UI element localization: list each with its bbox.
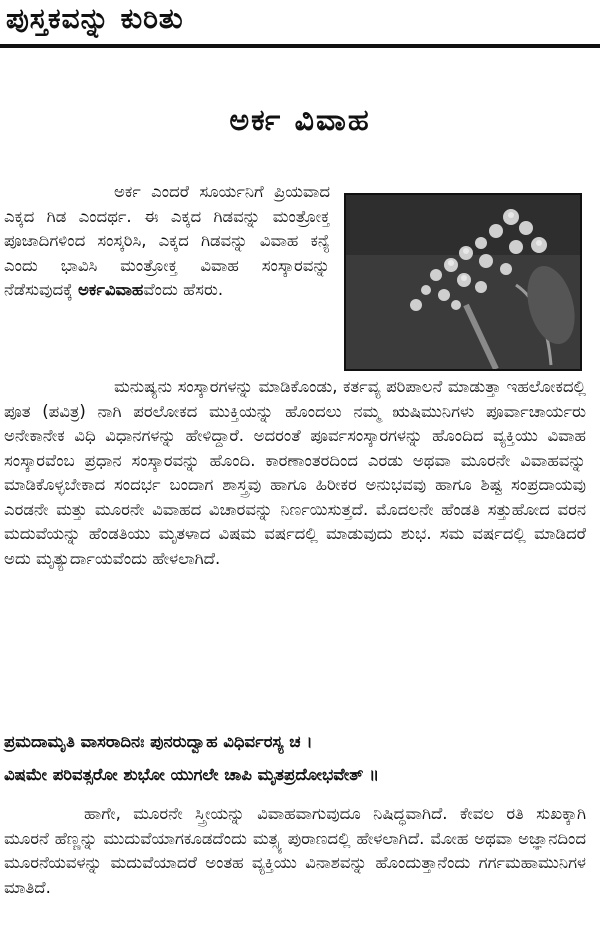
intro-text: ಅರ್ಕ ಎಂದರೆ ಸೂರ್ಯನಿಗೆ ಪ್ರಿಯವಾದ ಎಕ್ಕದ ಗಿಡ ಎಂದರ್ಥ. ಈ ಎಕ್ಕದ ಗಿಡವನ್ನು ಮಂತ್ರೋಕ್ತ ಪೂಜಾದಿಗಳಿಂದ ಸಂಸ್ಕರಿಸಿ, ಎಕ್ಕದ ಗಿಡವನ್ನು ವಿವಾಹ ಕನ್ಯೆ ಎಂದು ಭಾವಿಸಿ ಮಂತ್ರೋಕ್ತ ವಿವಾಹ ಸಂಸ್ಕಾರವನ್ನು ನೆಡೆಸುವುದಕ್ಕೆ bbox=[4, 182, 330, 299]
header-rule bbox=[0, 44, 600, 48]
intro-text-end: ವೆಂದು ಹೆಸರು. bbox=[143, 280, 224, 299]
intro-paragraph bbox=[4, 180, 330, 303]
section-title: ಅರ್ಕ ವಿವಾಹ bbox=[229, 103, 371, 138]
paragraph-3: ಹಾಗೇ, ಮೂರನೇ ಸ್ತ್ರೀಯನ್ನು ವಿವಾಹವಾಗುವುದೂ ನಿಷಿದ್ಧವಾಗಿದೆ. ಕೇವಲ ರತಿ ಸುಖಕ್ಕಾಗಿ ಮೂರನೆ ಹೆಣ್ಣನ್ನು ಮುದುವೆಯಾಗಕೂಡದೆಂದು ಮತ್ಸ್ಯ ಪುರಾಣದಲ್ಲಿ ಹೇಳಲಾಗಿದೆ. ಮೋಹ ಅಥವಾ ಅಜ್ಞಾನದಿಂದ ಮೂರನೆಯವಳನ್ನು ಮದುವೆಯಾದರೆ ಅಂತಹ ವ್ಯಕ್ತಿಯು ವಿನಾಶವನ್ನು ಹೊಂದುತ್ತಾನೆಂದು ಗರ್ಗಮಹಾಮುನಿಗಳ ಮಾತಿದೆ. bbox=[4, 804, 586, 897]
verse-line-1: ಪ್ರಮದಾಮೃತಿ ವಾಸರಾದಿನಃ ಪುನರುದ್ವಾಹ ವಿಧಿರ್ವರಸ್ಯ ಚ । bbox=[4, 732, 313, 751]
page-header-title: ಪುಸ್ತಕವನ್ನು ಕುರಿತು bbox=[6, 2, 184, 35]
flower-photo-graphic bbox=[346, 195, 580, 369]
paragraph-2: ಮನುಷ್ಯನು ಸಂಸ್ಕಾರಗಳನ್ನು ಮಾಡಿಕೊಂಡು, ಕರ್ತವ್ಯ ಪರಿಪಾಲನೆ ಮಾಡುತ್ತಾ ಇಹಲೋಕದಲ್ಲಿ ಪೂತ (ಪವಿತ್ರ) ನಾಗಿ ಪರಲೋಕದ ಮುಕ್ತಿಯನ್ನು ಹೊಂದಲು ನಮ್ಮ ಋಷಿಮುನಿಗಳು ಪೂರ್ವಾಚಾರ್ಯರು ಅನೇಕಾನೇಕ ವಿಧಿ ವಿಧಾನಗಳನ್ನು ಹೇಳಿದ್ದಾರೆ. ಅದರಂತೆ ಪೂರ್ವಸಂಸ್ಕಾರಗಳನ್ನು ಹೊಂದಿದ ವ್ಯಕ್ತಿಯು ವಿವಾಹ ಸಂಸ್ಕಾರವೆಂಬ ಪ್ರಧಾನ ಸಂಸ್ಕಾರವನ್ನು ಹೊಂದಿ. ಕಾರಣಾಂತರದಿಂದ ಎರಡು ಅಥವಾ ಮೂರನೇ ವಿವಾಹವನ್ನು ಮಾಡಿಕೊಳ್ಳಬೇಕಾದ ಸಂದರ್ಭ ಬಂದಾಗ ಶಾಸ್ತ್ರವು ಹಾಗೂ ಹಿರೀಕರ ಅನುಭವವು ಹಾಗೂ ಶಿಷ್ಟ ಸಂಪ್ರದಾಯವು ಎರಡನೇ ಮತ್ತು ಮೂರನೇ ವಿವಾಹದ ವಿಚಾರವನ್ನು ನಿರ್ಣಯಿಸುತ್ತದೆ. ಮೊದಲನೇ ಹೆಂಡತಿ ಸತ್ತುಹೋದ ವರನ ಮದುವೆಯನ್ನು ಹೆಂಡತಿಯು ಮೃತಳಾದ ವಿಷಮ ವರ್ಷದಲ್ಲಿ ಮಾಡುವುದು ಶುಭ. ಸಮ ವರ್ಷದಲ್ಲಿ ಮಾಡಿದರೆ ಅದು ಮೃತ್ಯುರ್ದಾಯವೆಂದು ಹೇಳಲಾಗಿದೆ. bbox=[4, 377, 586, 568]
flower-photo-icon bbox=[344, 193, 582, 371]
verse-line-2: ವಿಷಮೇ ಪರಿವತ್ಸರೋ ಶುಭೋ ಯುಗಲೇ ಚಾಪಿ ಮೃತಪ್ರದೋಭವೇತ್ ॥ bbox=[4, 765, 380, 784]
intro-bold-term: ಅರ್ಕವಿವಾಹ bbox=[78, 280, 144, 299]
